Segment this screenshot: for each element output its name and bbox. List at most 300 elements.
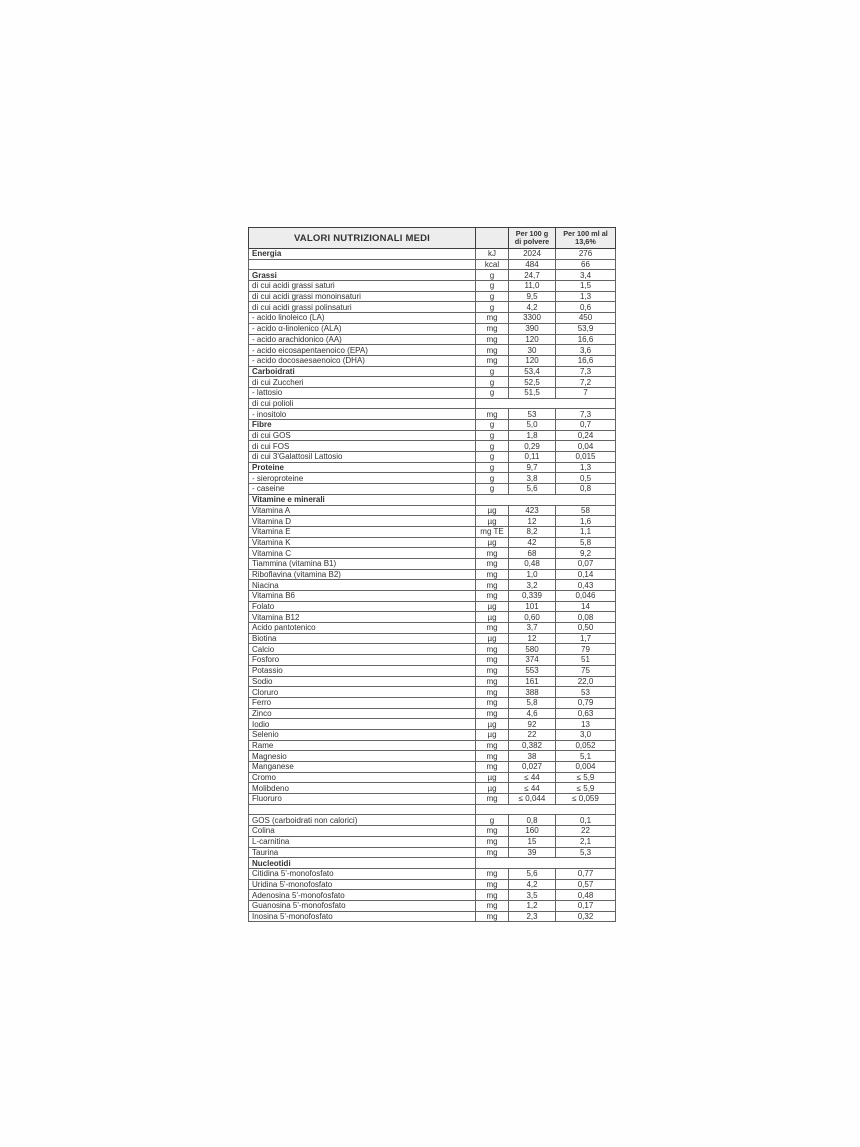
table-title: VALORI NUTRIZIONALI MEDI [249,228,476,249]
row-unit: mg [476,751,509,762]
row-value-per-100ml: 0,004 [556,762,616,773]
row-value-per-100ml: 0,17 [556,900,616,911]
row-unit: g [476,291,509,302]
row-unit: µg [476,505,509,516]
row-unit: g [476,302,509,313]
table-row [249,355,616,366]
row-unit: g [476,815,509,826]
row-unit: g [476,441,509,452]
table-row [249,665,616,676]
table-row [249,911,616,922]
table-row [249,719,616,730]
row-value-per-100g: 92 [509,719,556,730]
row-label: di cui acidi grassi polinsaturi [249,302,476,313]
row-label: di cui Zuccheri [249,377,476,388]
row-label: Vitamina B12 [249,612,476,623]
row-value-per-100ml: 3,0 [556,729,616,740]
per-100g-column-header [509,228,556,249]
table-row [249,558,616,569]
row-label: Carboidrati [249,366,476,377]
row-value-per-100ml: 22 [556,826,616,837]
row-label: Uridina 5'-monofosfato [249,879,476,890]
table-row [249,762,616,773]
row-label: GOS (carboidrati non calorici) [249,815,476,826]
table-row [249,751,616,762]
row-label: - acido docosaesaenoico (DHA) [249,355,476,366]
row-value-per-100ml: 0,5 [556,473,616,484]
table-row [249,345,616,356]
row-value-per-100g: 53,4 [509,366,556,377]
row-unit: mg [476,708,509,719]
row-label: di cui acidi grassi monoinsaturi [249,291,476,302]
row-unit: mg [476,323,509,334]
row-value-per-100g: 51,5 [509,387,556,398]
row-value-per-100ml: 7,2 [556,377,616,388]
table-row [249,644,616,655]
table-row [249,548,616,559]
table-row [249,313,616,324]
row-value-per-100ml: 0,57 [556,879,616,890]
table-row [249,847,616,858]
row-value-per-100ml: 5,3 [556,847,616,858]
per-100ml-column-header [556,228,616,249]
row-unit: mg [476,313,509,324]
row-value-per-100g: 3,7 [509,623,556,634]
row-value-per-100g: 374 [509,655,556,666]
table-row [249,270,616,281]
row-unit: µg [476,612,509,623]
row-value-per-100ml: 7,3 [556,409,616,420]
row-unit: µg [476,633,509,644]
row-label: - acido arachidonico (AA) [249,334,476,345]
row-label: Colina [249,826,476,837]
row-value-per-100g: 4,2 [509,879,556,890]
row-label: - sieroproteine [249,473,476,484]
per-100g-header-line2: di polvere [514,237,550,246]
row-value-per-100ml: 53,9 [556,323,616,334]
row-label: - acido α-linolenico (ALA) [249,323,476,334]
row-unit: mg [476,558,509,569]
row-unit: mg [476,900,509,911]
row-value-per-100ml: 1,3 [556,462,616,473]
row-value-per-100g: 12 [509,516,556,527]
row-label: Iodio [249,719,476,730]
row-value-per-100g: 553 [509,665,556,676]
row-value-per-100g: 0,8 [509,815,556,826]
row-value-per-100ml: 58 [556,505,616,516]
row-label: Tiammina (vitamina B1) [249,558,476,569]
row-value-per-100ml: 9,2 [556,548,616,559]
row-unit: mg [476,868,509,879]
row-value-per-100g: 0,027 [509,762,556,773]
row-unit: g [476,366,509,377]
row-value-per-100g: 22 [509,729,556,740]
row-label: Biotina [249,633,476,644]
table-row [249,890,616,901]
table-row [249,580,616,591]
row-empty-cell [476,398,616,409]
table-row [249,676,616,687]
row-unit: µg [476,537,509,548]
table-row [249,633,616,644]
row-unit: g [476,462,509,473]
row-label: - inositolo [249,409,476,420]
row-label: Riboflavina (vitamina B2) [249,569,476,580]
table-row [249,462,616,473]
row-value-per-100g: 160 [509,826,556,837]
row-value-per-100g: 24,7 [509,270,556,281]
row-value-per-100ml: 1,7 [556,633,616,644]
row-label: Folato [249,601,476,612]
row-label: Vitamina K [249,537,476,548]
row-unit: µg [476,729,509,740]
row-label: Guanosina 5'-monofosfato [249,900,476,911]
row-value-per-100g: 0,339 [509,591,556,602]
row-label: Niacina [249,580,476,591]
table-row [249,879,616,890]
table-header-row [249,228,616,249]
row-value-per-100g: 120 [509,334,556,345]
row-unit: µg [476,516,509,527]
row-unit: mg [476,890,509,901]
row-value-per-100g: 52,5 [509,377,556,388]
row-value-per-100ml: 0,77 [556,868,616,879]
table-row [249,815,616,826]
row-label: Citidina 5'-monofosfato [249,868,476,879]
row-value-per-100ml: 0,63 [556,708,616,719]
table-row [249,836,616,847]
row-unit: mg [476,569,509,580]
row-value-per-100g: 3,2 [509,580,556,591]
table-row [249,740,616,751]
table-row [249,398,616,409]
row-label: Vitamina B6 [249,591,476,602]
unit-column-header [476,228,509,249]
row-value-per-100ml: 2,1 [556,836,616,847]
row-unit: mg [476,762,509,773]
row-unit: µg [476,719,509,730]
row-unit: mg [476,911,509,922]
row-value-per-100g: 4,6 [509,708,556,719]
row-value-per-100g: 0,29 [509,441,556,452]
row-value-per-100ml: 16,6 [556,334,616,345]
row-label: Adenosina 5'-monofosfato [249,890,476,901]
table-row [249,409,616,420]
table-row [249,858,616,869]
row-value-per-100g: 3,5 [509,890,556,901]
row-label: Manganese [249,762,476,773]
row-unit: mg [476,580,509,591]
row-unit: mg [476,676,509,687]
row-label [249,804,476,815]
row-value-per-100ml: 1,5 [556,281,616,292]
row-label: di cui acidi grassi saturi [249,281,476,292]
row-label: Ferro [249,697,476,708]
row-value-per-100ml: 1,3 [556,291,616,302]
row-value-per-100ml: 22,0 [556,676,616,687]
table-row [249,494,616,505]
table-row [249,783,616,794]
row-value-per-100ml: 51 [556,655,616,666]
row-unit: mg [476,334,509,345]
row-label: di cui GOS [249,430,476,441]
row-value-per-100g: 5,8 [509,697,556,708]
row-value-per-100ml: 3,6 [556,345,616,356]
row-label: Selenio [249,729,476,740]
row-value-per-100ml: 14 [556,601,616,612]
row-label: Fluoruro [249,794,476,805]
row-value-per-100g: 580 [509,644,556,655]
row-value-per-100ml: 1,6 [556,516,616,527]
table-row [249,804,616,815]
row-label: Vitamina E [249,526,476,537]
row-label: - acido eicosapentaenoico (EPA) [249,345,476,356]
row-unit: mg [476,623,509,634]
table-row [249,484,616,495]
row-value-per-100ml: 0,43 [556,580,616,591]
table-row [249,601,616,612]
row-unit: mg [476,665,509,676]
row-value-per-100g: 388 [509,687,556,698]
row-value-per-100g: ≤ 0,044 [509,794,556,805]
row-unit: g [476,377,509,388]
row-value-per-100g: 120 [509,355,556,366]
row-label: - caseine [249,484,476,495]
table-row [249,526,616,537]
row-unit: g [476,473,509,484]
row-value-per-100ml: 276 [556,249,616,260]
row-label: L-carnitina [249,836,476,847]
per-100ml-header-line2: 13,6% [575,237,596,246]
table-row [249,655,616,666]
row-unit: g [476,484,509,495]
row-empty-cell [476,494,616,505]
row-value-per-100g: 9,5 [509,291,556,302]
row-label: Proteine [249,462,476,473]
row-unit: g [476,270,509,281]
table-row [249,302,616,313]
row-value-per-100ml: 0,79 [556,697,616,708]
row-unit: mg [476,409,509,420]
row-value-per-100g: 2,3 [509,911,556,922]
row-label: Acido pantotenico [249,623,476,634]
row-label: Calcio [249,644,476,655]
row-value-per-100g: 68 [509,548,556,559]
row-value-per-100g: ≤ 44 [509,783,556,794]
row-value-per-100ml: 0,046 [556,591,616,602]
row-value-per-100g: 15 [509,836,556,847]
row-value-per-100ml: 66 [556,259,616,270]
row-unit: mg [476,548,509,559]
row-label: Magnesio [249,751,476,762]
table-row [249,387,616,398]
row-unit: mg [476,355,509,366]
row-unit: mg [476,697,509,708]
row-label: Rame [249,740,476,751]
row-value-per-100g: 423 [509,505,556,516]
row-label: Potassio [249,665,476,676]
row-label: Inosina 5'-monofosfato [249,911,476,922]
row-unit: mg [476,740,509,751]
row-unit: mg [476,826,509,837]
row-unit: kcal [476,259,509,270]
table-row [249,591,616,602]
row-label: Taurina [249,847,476,858]
row-value-per-100ml: 0,7 [556,420,616,431]
table-row [249,505,616,516]
row-empty-cell [476,804,616,815]
row-unit: g [476,281,509,292]
row-label [249,259,476,270]
row-value-per-100g: 53 [509,409,556,420]
row-unit: g [476,452,509,463]
nutrition-table-body [249,249,616,922]
nutrition-table-header [249,228,616,249]
row-value-per-100g: 161 [509,676,556,687]
table-row [249,377,616,388]
row-value-per-100ml: 16,6 [556,355,616,366]
row-value-per-100g: 39 [509,847,556,858]
row-label: Nucleotidi [249,858,476,869]
row-unit: g [476,420,509,431]
row-value-per-100ml: ≤ 5,9 [556,772,616,783]
row-value-per-100g: 1,2 [509,900,556,911]
row-value-per-100ml: 0,6 [556,302,616,313]
table-row [249,708,616,719]
row-value-per-100g: 9,7 [509,462,556,473]
row-value-per-100ml: 0,48 [556,890,616,901]
row-value-per-100g: 1,0 [509,569,556,580]
row-value-per-100g: 2024 [509,249,556,260]
row-label: Vitamina A [249,505,476,516]
row-value-per-100g: 5,6 [509,484,556,495]
row-value-per-100g: 12 [509,633,556,644]
row-unit: mg [476,345,509,356]
row-value-per-100g: 30 [509,345,556,356]
row-value-per-100ml: 0,50 [556,623,616,634]
row-unit: g [476,430,509,441]
table-row [249,334,616,345]
row-value-per-100g: 0,48 [509,558,556,569]
row-value-per-100ml: 0,14 [556,569,616,580]
row-value-per-100ml: 0,1 [556,815,616,826]
row-unit: mg [476,644,509,655]
row-value-per-100g: 8,2 [509,526,556,537]
row-value-per-100g: 3300 [509,313,556,324]
row-value-per-100g: 11,0 [509,281,556,292]
row-value-per-100ml: 0,08 [556,612,616,623]
row-value-per-100ml: ≤ 5,9 [556,783,616,794]
row-value-per-100g: 484 [509,259,556,270]
row-unit: mg [476,655,509,666]
row-label: Zinco [249,708,476,719]
table-row [249,323,616,334]
row-value-per-100ml: 450 [556,313,616,324]
row-unit: kJ [476,249,509,260]
per-100g-header-line1: Per 100 g [515,228,549,238]
row-value-per-100ml: 0,04 [556,441,616,452]
row-value-per-100g: 4,2 [509,302,556,313]
row-unit: mg TE [476,526,509,537]
row-value-per-100ml: 13 [556,719,616,730]
table-row [249,430,616,441]
row-value-per-100g: 1,8 [509,430,556,441]
row-label: Fosforo [249,655,476,666]
row-unit: mg [476,687,509,698]
table-row [249,612,616,623]
row-value-per-100g: 101 [509,601,556,612]
table-row [249,366,616,377]
row-value-per-100ml: 79 [556,644,616,655]
table-row [249,687,616,698]
row-unit: µg [476,783,509,794]
row-value-per-100g: 0,11 [509,452,556,463]
per-100ml-header-line1: Per 100 ml al [563,228,608,238]
row-value-per-100g: 5,6 [509,868,556,879]
row-label: Energia [249,249,476,260]
row-label: Cromo [249,772,476,783]
row-unit: µg [476,601,509,612]
table-row [249,623,616,634]
row-value-per-100ml: 1,1 [556,526,616,537]
row-unit: mg [476,879,509,890]
row-label: - acido linoleico (LA) [249,313,476,324]
row-value-per-100g: 0,60 [509,612,556,623]
row-label: Fibre [249,420,476,431]
row-value-per-100g: 390 [509,323,556,334]
row-value-per-100ml: 0,24 [556,430,616,441]
row-label: Vitamina D [249,516,476,527]
row-value-per-100ml: 75 [556,665,616,676]
row-label: Vitamina C [249,548,476,559]
table-row [249,868,616,879]
row-value-per-100ml: 5,8 [556,537,616,548]
table-row [249,569,616,580]
row-value-per-100g: 38 [509,751,556,762]
table-row [249,794,616,805]
table-row [249,537,616,548]
row-value-per-100g: 42 [509,537,556,548]
row-label: Cloruro [249,687,476,698]
row-unit: µg [476,772,509,783]
row-value-per-100ml: 7,3 [556,366,616,377]
table-row [249,473,616,484]
row-unit: mg [476,836,509,847]
row-value-per-100ml: 0,8 [556,484,616,495]
row-value-per-100ml: 3,4 [556,270,616,281]
row-label: - lattosio [249,387,476,398]
table-row [249,441,616,452]
table-row [249,516,616,527]
table-row [249,249,616,260]
row-label: Sodio [249,676,476,687]
row-label: di cui polioli [249,398,476,409]
row-value-per-100ml: 0,015 [556,452,616,463]
row-value-per-100ml: 0,32 [556,911,616,922]
row-value-per-100ml: 0,07 [556,558,616,569]
table-row [249,900,616,911]
row-value-per-100ml: 0,052 [556,740,616,751]
nutrition-table [248,227,616,922]
row-value-per-100g: 3,8 [509,473,556,484]
row-label: di cui FOS [249,441,476,452]
row-value-per-100ml: 7 [556,387,616,398]
row-value-per-100g: ≤ 44 [509,772,556,783]
row-value-per-100g: 5,0 [509,420,556,431]
table-row [249,281,616,292]
row-unit: mg [476,847,509,858]
row-unit: mg [476,591,509,602]
